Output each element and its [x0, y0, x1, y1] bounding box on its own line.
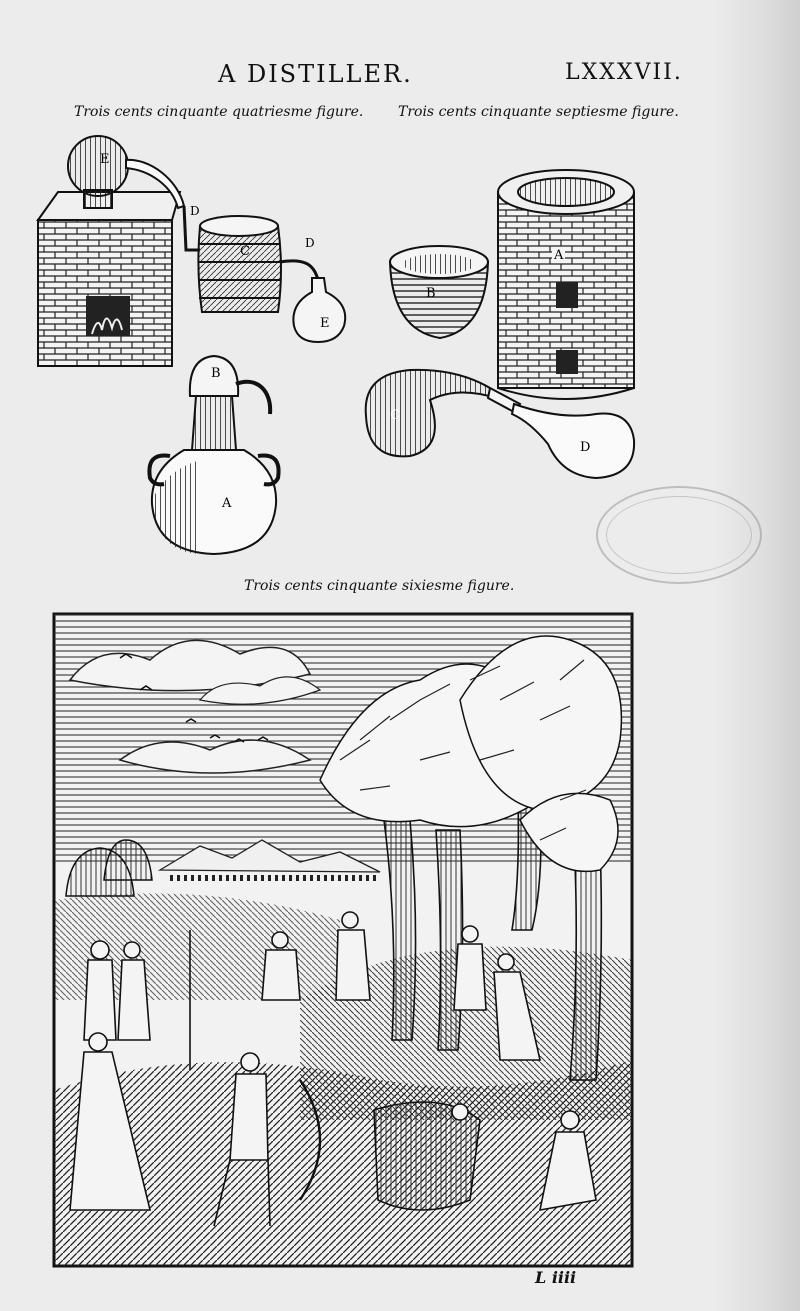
- caption-figure-354: Trois cents cinquante quatriesme figure.: [74, 104, 364, 120]
- folio-number: LXXXVII.: [565, 60, 683, 85]
- label-b-head: B: [211, 366, 221, 381]
- label-d-outlet: D: [305, 236, 315, 250]
- label-a-tower: A: [554, 248, 564, 263]
- label-c-barrel: C: [240, 244, 250, 259]
- label-b-bowl: B: [426, 286, 436, 301]
- label-e-retort: E: [100, 152, 110, 167]
- label-e-receiver: E: [320, 316, 330, 331]
- label-d-pipe: D: [190, 204, 200, 218]
- caption-figure-357: Trois cents cinquante septiesme figure.: [398, 104, 679, 120]
- label-c-retort: C: [390, 408, 400, 423]
- label-d-receiver: D: [580, 440, 591, 455]
- signature-mark: L iiii: [535, 1268, 577, 1287]
- label-a-body: A: [222, 496, 232, 511]
- running-title: A DISTILLER.: [218, 60, 413, 88]
- caption-figure-356: Trois cents cinquante sixiesme figure.: [244, 578, 515, 594]
